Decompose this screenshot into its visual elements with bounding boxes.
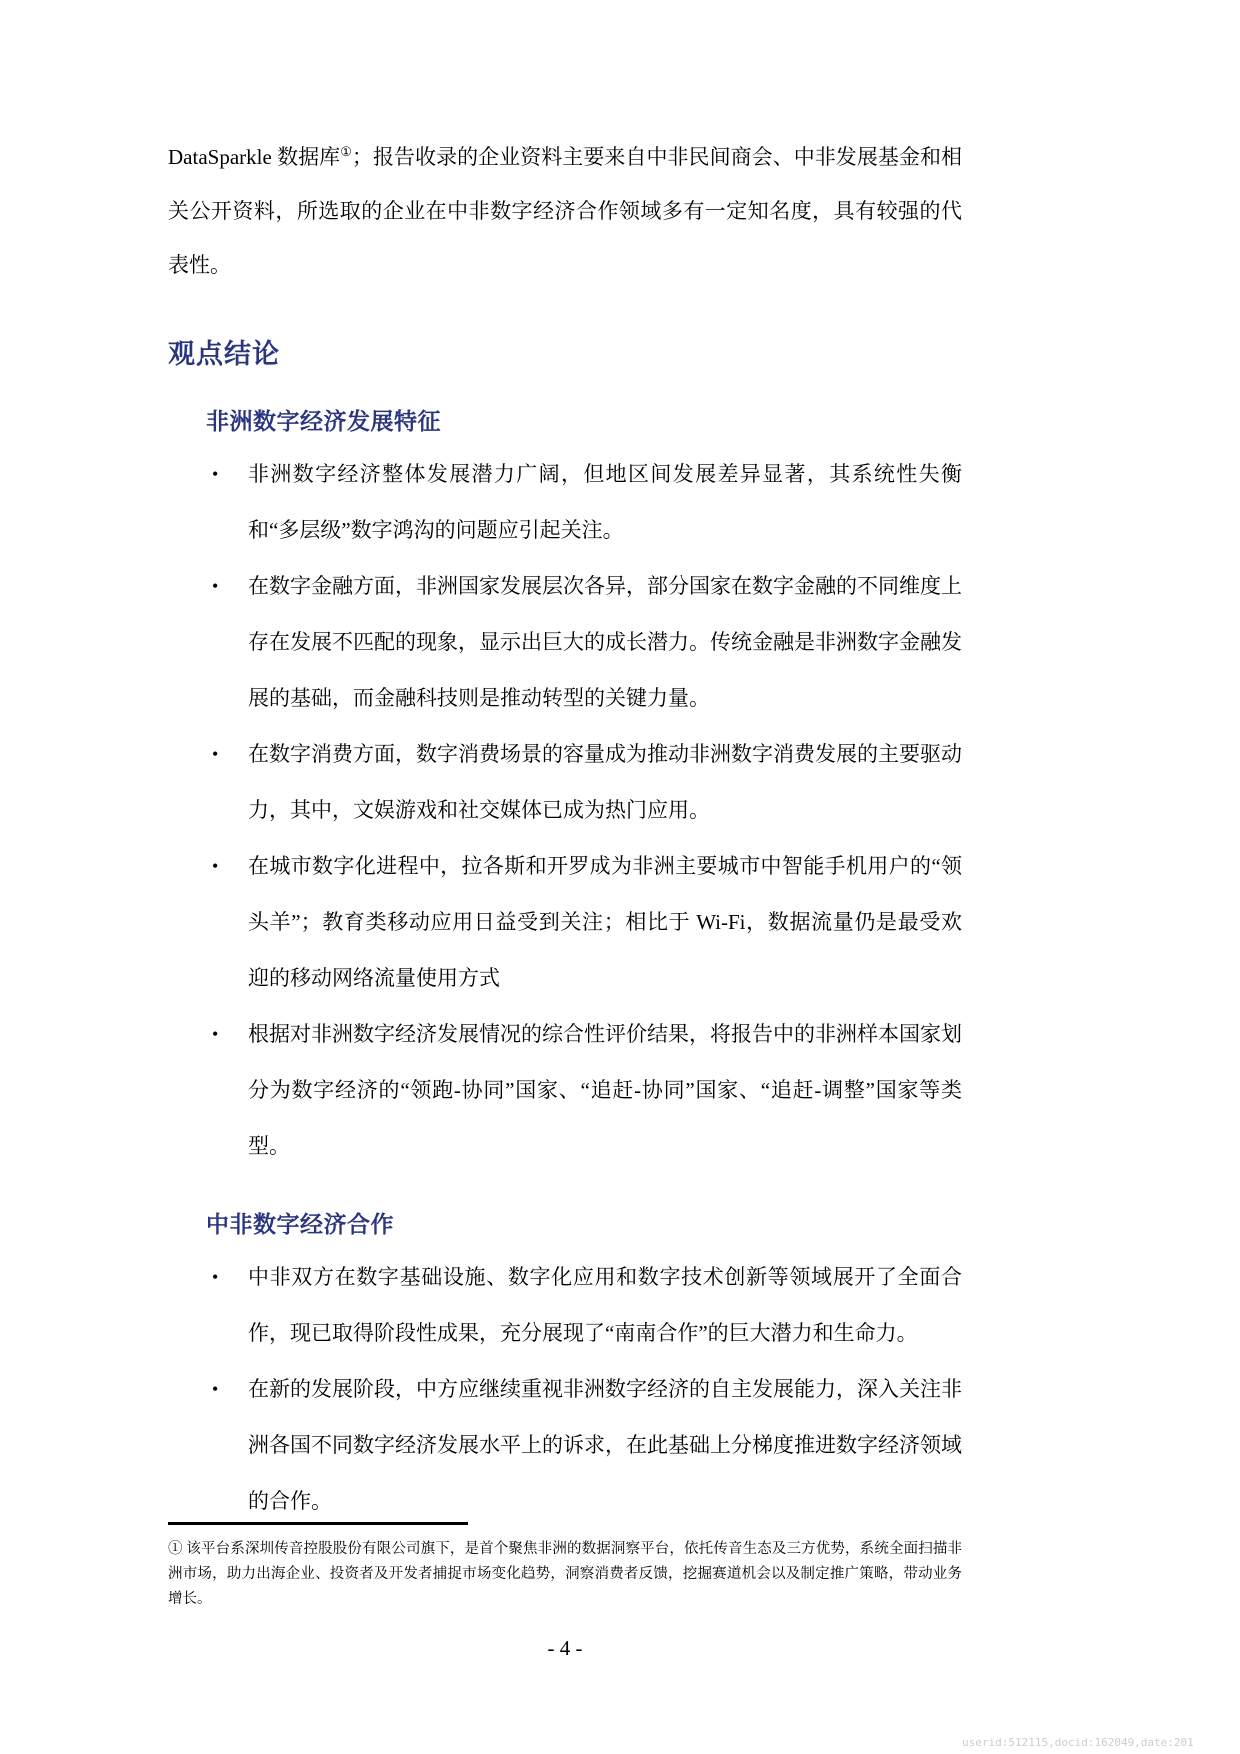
bullet-icon: • (212, 1024, 219, 1044)
bullet-list-africa-digital-economy (168, 446, 962, 1174)
bullet-icon: • (212, 1267, 219, 1287)
watermark-text: userid:512115,docid:162049,date:201 (962, 1736, 1194, 1749)
footnote-separator (168, 1522, 468, 1525)
bullet-text: 在新的发展阶段，中方应继续重视非洲数字经济的自主发展能力，深入关注非洲各国不同数字经济发展水平上的诉求，在此基础上分梯度推进数字经济领域的合作。 (248, 1377, 962, 1513)
page-number: - 4 - (547, 1636, 583, 1660)
bullet-icon: • (212, 744, 219, 764)
footnote-reference: ① (340, 144, 352, 159)
bullet-icon: • (212, 464, 219, 484)
subsection-title-africa-digital-economy: 非洲数字经济发展特征 (206, 408, 441, 434)
subsection-title-china-africa-cooperation: 中非数字经济合作 (206, 1211, 394, 1237)
footnote-area (168, 1522, 962, 1612)
bullet-text: 在城市数字化进程中，拉各斯和开罗成为非洲主要城市中智能手机用户的“领头羊”；教育类移动应用日益受到关注；相比于 Wi-Fi，数据流量仍是最受欢迎的移动网络流量使用方式 (248, 854, 962, 990)
bullet-icon: • (212, 576, 219, 596)
bullet-list-china-africa-cooperation (168, 1249, 962, 1529)
section-title: 观点结论 (168, 339, 280, 369)
footnote-marker: ① (168, 1541, 183, 1557)
intro-paragraph (168, 130, 962, 292)
list-item (168, 726, 962, 838)
page-content (168, 130, 962, 1529)
list-item (168, 1361, 962, 1529)
bullet-icon: • (212, 856, 219, 876)
bullet-text: 非洲数字经济整体发展潜力广阔，但地区间发展差异显著，其系统性失衡和“多层级”数字鸿沟的问题应引起关注。 (248, 462, 962, 542)
list-item (168, 838, 962, 1006)
list-item (168, 446, 962, 558)
bullet-text: 中非双方在数字基础设施、数字化应用和数字技术创新等领域展开了全面合作，现已取得阶段性成果，充分展现了“南南合作”的巨大潜力和生命力。 (248, 1265, 962, 1345)
list-item (168, 1006, 962, 1174)
list-item (168, 558, 962, 726)
footnote-text (168, 1537, 962, 1612)
bullet-text: 在数字金融方面，非洲国家发展层次各异，部分国家在数字金融的不同维度上存在发展不匹配的现象，显示出巨大的成长潜力。传统金融是非洲数字金融发展的基础，而金融科技则是推动转型的关键力量。 (248, 574, 962, 710)
list-item (168, 1249, 962, 1361)
footnote-body: 该平台系深圳传音控股股份有限公司旗下，是首个聚焦非洲的数据洞察平台，依托传音生态及三方优势，系统全面扫描非洲市场，助力出海企业、投资者及开发者捕捉市场变化趋势，洞察消费者反馈，挖掘赛道机会以及制定推广策略，带动业务增长。 (168, 1541, 963, 1607)
bullet-icon: • (212, 1379, 219, 1399)
intro-lead-text: DataSparkle 数据库 (168, 145, 341, 169)
intro-rest-text: ；报告收录的企业资料主要来自中非民间商会、中非发展基金和相关公开资料，所选取的企业在中非数字经济合作领域多有一定知名度，具有较强的代表性。 (168, 145, 963, 277)
bullet-text: 根据对非洲数字经济发展情况的综合性评价结果，将报告中的非洲样本国家划分为数字经济的“领跑-协同”国家、“追赶-协同”国家、“追赶-调整”国家等类型。 (248, 1022, 962, 1158)
bullet-text: 在数字消费方面，数字消费场景的容量成为推动非洲数字消费发展的主要驱动力，其中，文娱游戏和社交媒体已成为热门应用。 (248, 742, 962, 822)
